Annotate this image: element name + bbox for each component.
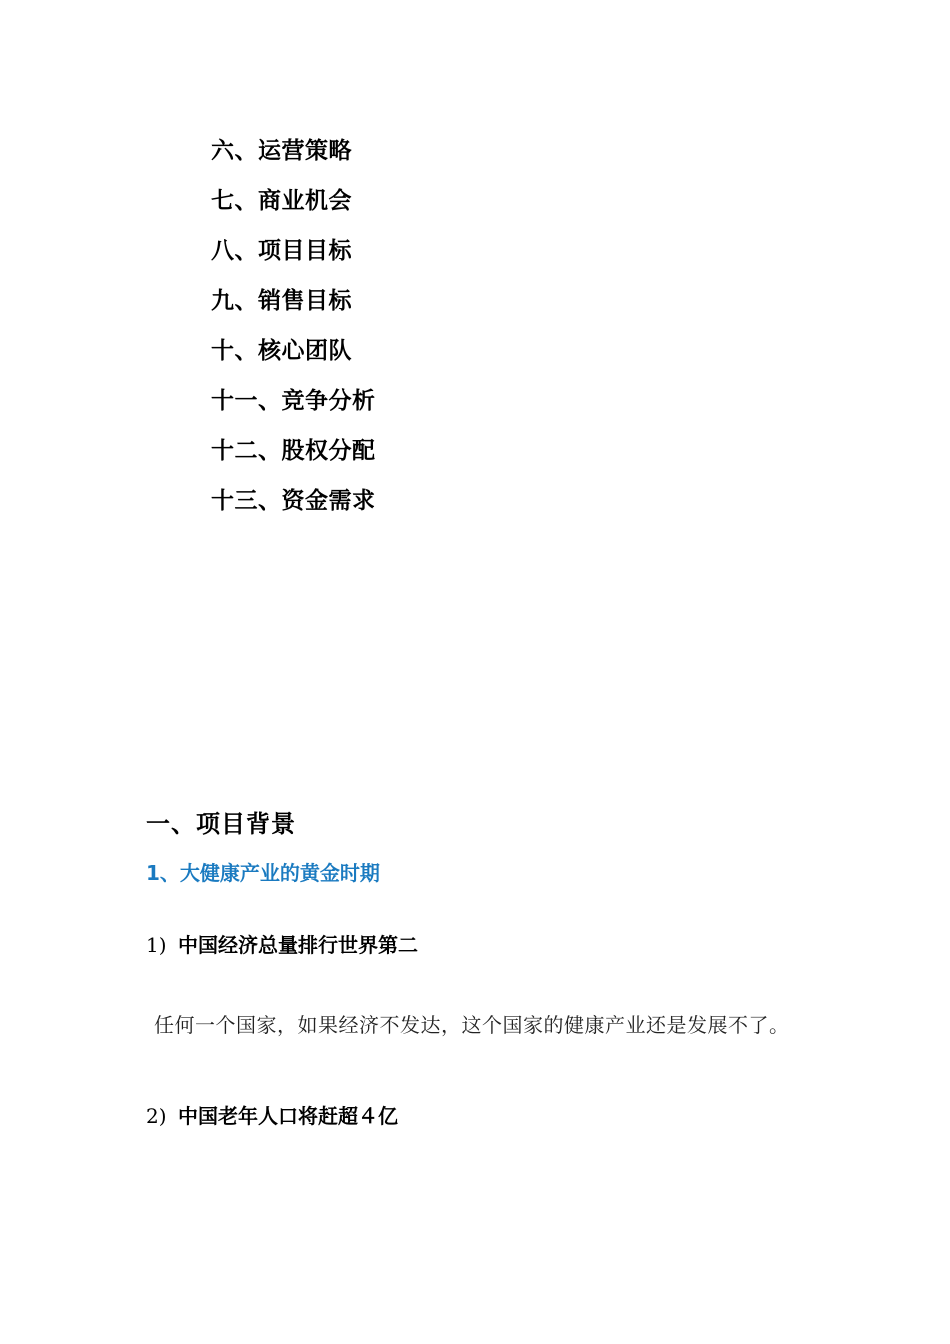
section-heading: 一、项目背景 (146, 810, 296, 838)
toc-item-core-team: 十、核心团队 (211, 338, 352, 364)
table-of-contents (211, 132, 376, 532)
toc-item-sales-goals: 九、销售目标 (211, 288, 352, 314)
list-item (146, 929, 418, 961)
toc-item-business-opportunity: 七、商业机会 (211, 188, 352, 214)
list-item-text: 中国经济总量排行世界第二 (178, 933, 418, 957)
subsection-heading: 1、大健康产业的黄金时期 (146, 861, 380, 885)
toc-item-competition-analysis: 十一、竞争分析 (211, 388, 376, 414)
list-item-number: 1) (146, 933, 167, 957)
toc-item-project-goals: 八、项目目标 (211, 238, 352, 264)
list-item-number: 2) (146, 1104, 167, 1128)
toc-item-funding-needs: 十三、资金需求 (211, 488, 376, 514)
toc-item-equity-distribution: 十二、股权分配 (211, 438, 376, 464)
toc-item-operation-strategy: 六、运营策略 (211, 138, 352, 164)
list-item (146, 1100, 398, 1132)
list-item-text: 中国老年人口将赶超４亿 (178, 1104, 398, 1128)
body-paragraph: 任何一个国家，如果经济不发达，这个国家的健康产业还是发展不了。 (154, 1013, 790, 1037)
